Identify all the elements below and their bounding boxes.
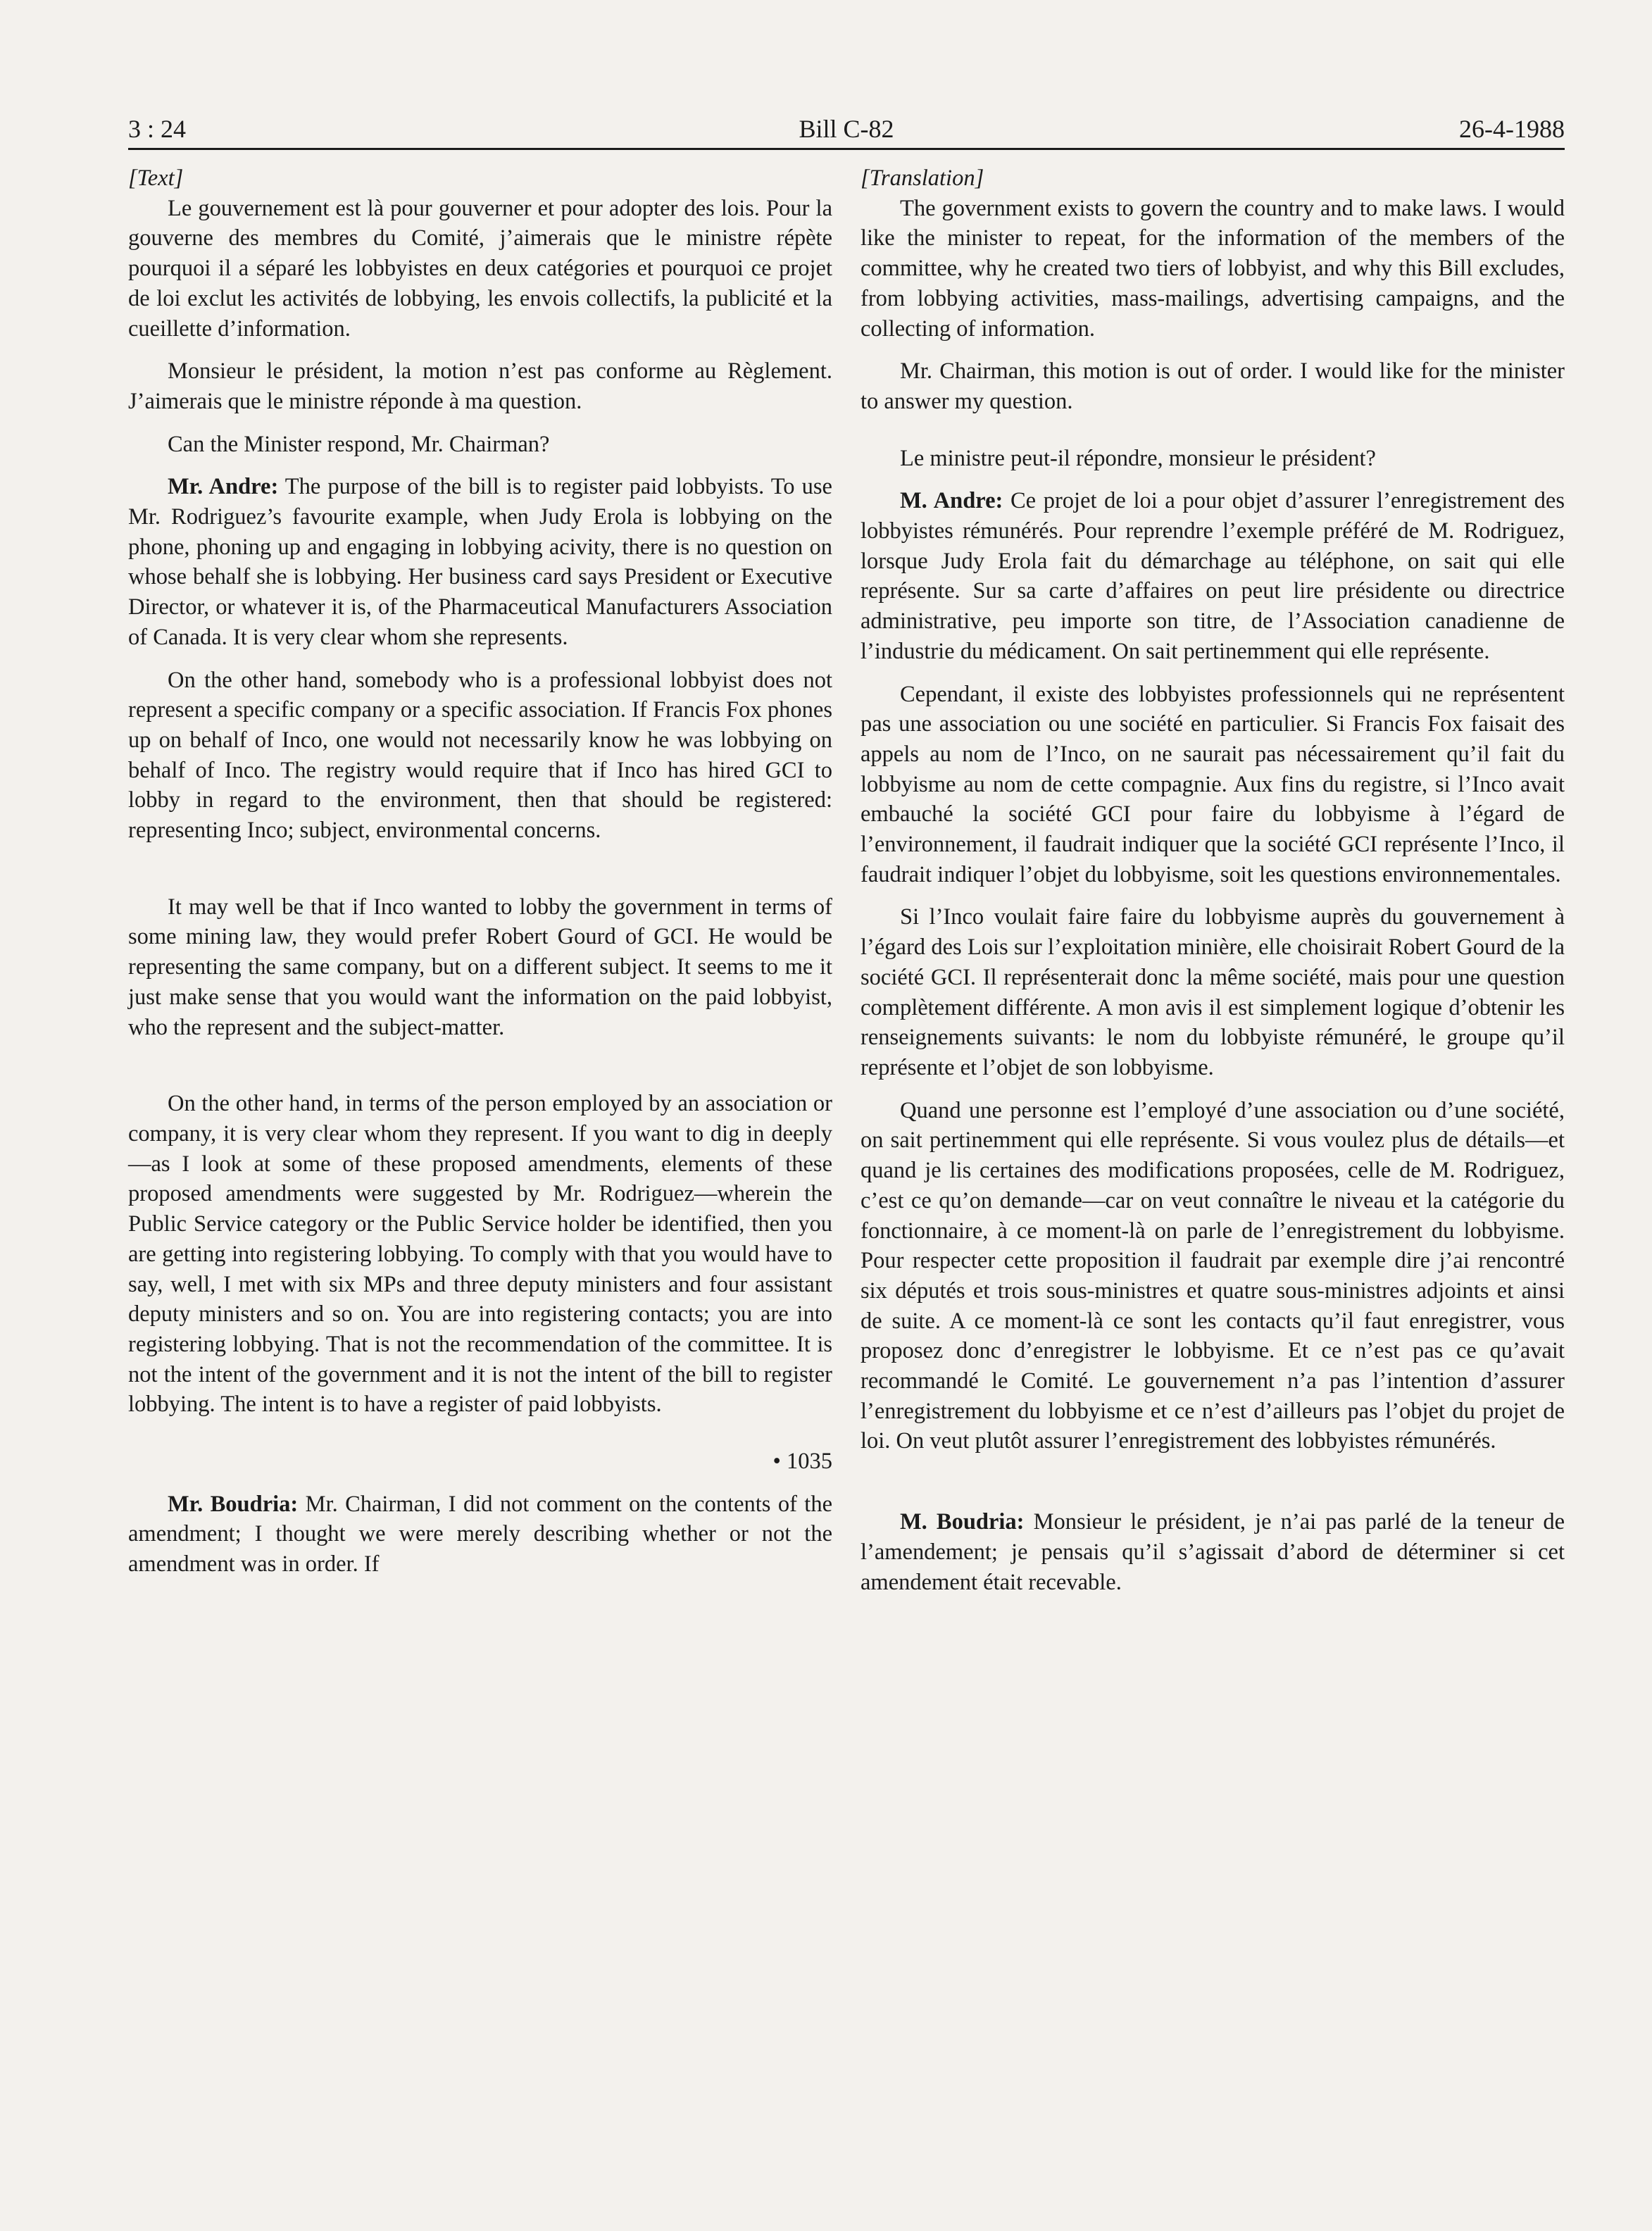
speech-text: Mr. Chairman, I did not comment on the contents of the amendment; I thought we were merely describing whether or not the amendment was in order. If: [128, 1491, 832, 1577]
paragraph: Mr. Chairman, this motion is out of order. I would like for the minister to answer my question.: [861, 358, 1565, 414]
page-number: 3 : 24: [128, 115, 187, 143]
page-date: 26-4-1988: [1459, 115, 1565, 143]
paragraph: Le gouvernement est là pour gouverner et pour adopter des lois. Pour la gouverne des membres du Comité, j’aimerais que le ministre répète pourquoi il a séparé les lobbyistes en deux catégories et pourquoi ce projet de loi exclut les activités de lobbying, les envois collectifs, la publicité et la cueillette d’information.: [128, 195, 832, 342]
bill-title: Bill C-82: [799, 115, 894, 143]
paragraph: Si l’Inco voulait faire faire du lobbyisme auprès du gouvernement à l’égard des Lois sur l’exploitation minière, elle choisirait Robert Gourd de la société GCI. Il représenterait donc la même société, mais pour une question complètement différente. A mon avis il est simplement logique d’obtenir les renseignements suivants: le nom du lobbyiste rémunéré, le groupe qu’il représente et l’objet de son lobbyisme.: [861, 904, 1565, 1080]
column-label: [Translation]: [861, 165, 984, 191]
speech-text: Ce projet de loi a pour objet d’assurer l’enregistrement des lobbyistes rémunérés. Pour reprendre l’exemple préféré de M. Rodriguez, lorsque Judy Erola fait du démarchage au téléphone, on sait qui elle représente. Sur sa carte d’affaires on peut lire présidente ou directrice administrative, peu importe son titre, de l’Association canadienne de l’industrie du médicament. On sait pertinemment qui elle représente.: [861, 488, 1565, 664]
speech-paragraph: [861, 486, 1565, 666]
time-stamp: • 1035: [772, 1449, 832, 1475]
speech-paragraph: [128, 1489, 832, 1580]
speaker-name: M. Andre:: [900, 488, 1003, 514]
text-column-right: [861, 163, 1565, 1597]
paragraph: Le ministre peut-il répondre, monsieur le président?: [900, 445, 1376, 471]
paragraph: The government exists to govern the country and to make laws. I would like the minister to repeat, for the information of the members of the committee, why he created two tiers of lobbyist, and why this Bill excludes, from lobbying activities, mass-mailings, advertising campaigns, and the collecting of information.: [861, 195, 1565, 342]
text-column-left: [128, 163, 832, 1580]
paragraph: On the other hand, in terms of the person employed by an association or company, it is very clear whom they represent. If you want to dig in deeply—as I look at some of these proposed amendments, elements of these proposed amendments were suggested by Mr. Rodriguez—wherein the Public Service category or the Public Service holder be identified, then you are getting into registering lobbying. To comply with that you would have to say, well, I met with six MPs and three deputy ministers and four assistant deputy ministers and so on. You are into registering contacts; you are into registering lobbying. That is not the recommendation of the committee. It is not the intent of the government and it is not the intent of the bill to register lobbying. The intent is to have a register of paid lobbyists.: [128, 1091, 832, 1418]
paragraph: Can the Minister respond, Mr. Chairman?: [168, 431, 550, 457]
speech-text: The purpose of the bill is to register paid lobbyists. To use Mr. Rodriguez’s favourite example, when Judy Erola is lobbying on the phone, phoning up and engaging in lobbying acivity, there is no question on whose behalf she is lobbying. Her business card says President or Executive Director, or whatever it is, of the Pharmaceutical Manufacturers Association of Canada. It is very clear whom she represents.: [128, 474, 832, 650]
paragraph: Monsieur le président, la motion n’est pas conforme au Règlement. J’aimerais que le ministre réponde à ma question.: [128, 358, 832, 414]
speech-text: Monsieur le président, je n’ai pas parlé de la teneur de l’amendement; je pensais qu’il s’agissait d’abord de déterminer si cet amendement était recevable.: [861, 1509, 1565, 1595]
paragraph: Quand une personne est l’employé d’une association ou d’une société, on sait pertinemment qui elle représente. Si vous voulez plus de détails—et quand je lis certaines des modifications proposées, celle de M. Rodriguez, c’est ce qu’on demande—car on veut connaître le niveau et la catégorie du fonctionnaire, à ce moment-là on parle de l’enregistrement du lobbyisme. Pour respecter cette proposition il faudrait par exemple dire j’ai rencontré six députés et trois sous-ministres et quatre sous-ministres adjoints et ainsi de suite. A ce moment-là ce sont les contacts qu’il faut enregistrer, vous proposez donc d’enregistrer le lobbyisme. Et ce n’est pas ce qu’avait recommandé le Comité. Le gouvernement n’a pas l’intention d’assurer l’enregistrement du lobbyisme et ce n’est d’ailleurs pas l’objet du projet de loi. On veut plutôt assurer l’enregistrement des lobbyistes rémunérés.: [861, 1097, 1565, 1454]
speech-paragraph: [861, 1507, 1565, 1597]
speaker-name: Mr. Boudria:: [168, 1491, 299, 1517]
column-label: [Text]: [128, 165, 184, 191]
paragraph: It may well be that if Inco wanted to lobby the government in terms of some mining law, they would prefer Robert Gourd of GCI. He would be representing the same company, but on a different subject. It seems to me it just make sense that you would want the information on the paid lobbyist, who the represent and the subject-matter.: [128, 894, 832, 1040]
header-rule: [128, 148, 1565, 150]
speaker-name: Mr. Andre:: [168, 474, 279, 500]
paragraph: On the other hand, somebody who is a professional lobbyist does not represent a specific company or a specific association. If Francis Fox phones up on behalf of Inco, one would not necessarily know he was lobbying on behalf of Inco. The registry would require that if Inco has hired GCI to lobby in regard to the environment, then that should be registered: representing Inco; subject, environmental concerns.: [128, 667, 832, 844]
speaker-name: M. Boudria:: [900, 1509, 1025, 1535]
paragraph: Cependant, il existe des lobbyistes professionnels qui ne représentent pas une association ou une société en particulier. Si Francis Fox faisait des appels au nom de l’Inco, on ne saurait pas nécessairement qu’il fait du lobbyisme au nom de cette compagnie. Aux fins du registre, si l’Inco avait embauché la société GCI pour faire du lobbyisme à l’égard de l’environnement, il faudrait indiquer que la société GCI représente l’Inco, il faudrait indiquer l’objet du lobbyisme, soit les questions environnementales.: [861, 681, 1565, 887]
page-header: [128, 111, 1565, 152]
speech-paragraph: [128, 472, 832, 652]
